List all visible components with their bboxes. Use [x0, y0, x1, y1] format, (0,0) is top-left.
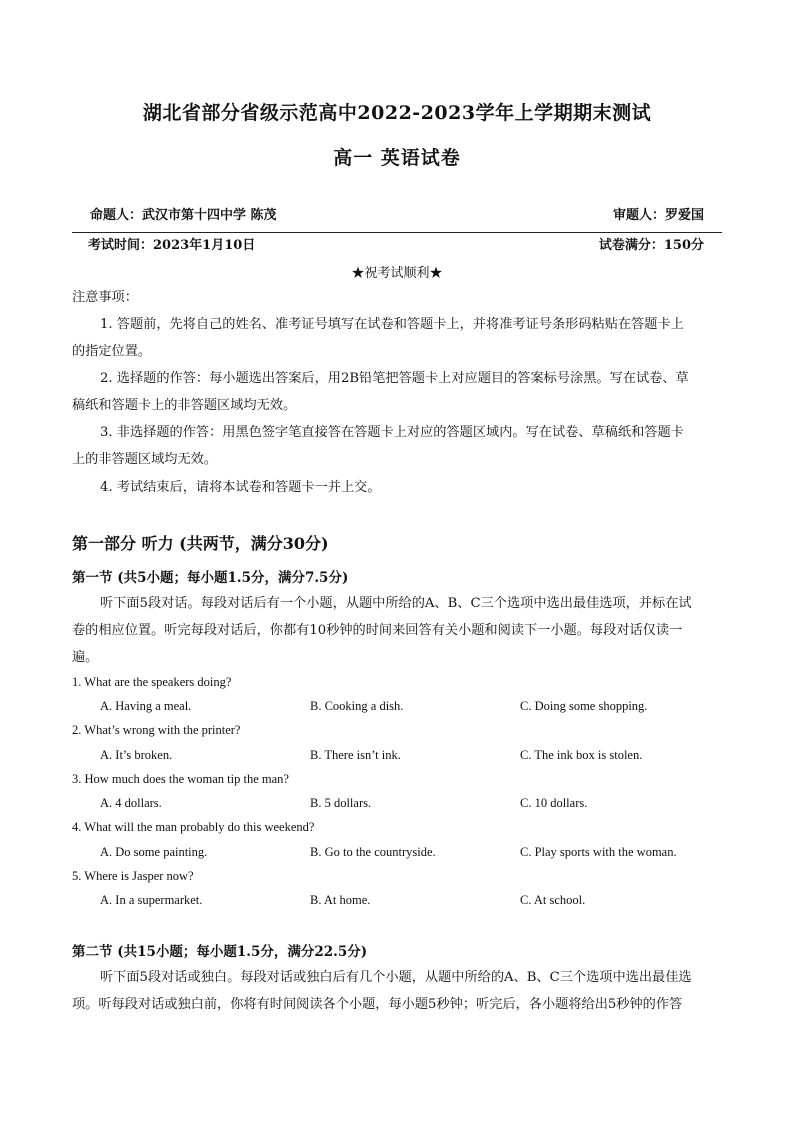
exam-subtitle: 高一 英语试卷	[333, 147, 461, 169]
instruction-line: 听下面5段对话。每段对话后有一个小题，从题中所给的A、B、C三个选项中选出最佳选项，并标在试	[100, 596, 692, 611]
option-5c: C. At school.	[520, 893, 586, 907]
option-5b: B. At home.	[310, 893, 371, 907]
option-3a: A. 4 dollars.	[100, 796, 162, 810]
section2-heading: 第二节 (共15小题；每小题1.5分，满分22.5分)	[72, 944, 368, 960]
exam-title: 湖北省部分省级示范高中2022-2023学年上学期期末测试	[142, 102, 652, 124]
note-item-2	[72, 365, 722, 419]
option-3b: B. 5 dollars.	[310, 796, 372, 810]
note-item-3	[72, 419, 722, 473]
part1-heading: 第一部分 听力 (共两节，满分30分)	[72, 534, 329, 553]
note-line: 上的非答题区域均无效。	[72, 452, 218, 467]
good-luck-banner: ★祝考试顺利★	[351, 266, 443, 281]
note-item-1	[72, 311, 722, 365]
note-line: 4. 考试结束后，请将本试卷和答题卡一并上交。	[100, 480, 381, 495]
section1-instructions	[72, 590, 722, 671]
option-2c: C. The ink box is stolen.	[520, 748, 643, 762]
option-1c: C. Doing some shopping.	[520, 699, 648, 713]
question-1: 1. What are the speakers doing?	[72, 675, 232, 689]
option-2b: B. There isn’t ink.	[310, 748, 401, 762]
question-3: 3. How much does the woman tip the man?	[72, 772, 289, 786]
section2-instructions	[72, 964, 722, 1018]
note-line: 稿纸和答题卡上的非答题区域均无效。	[72, 398, 297, 413]
instruction-line: 遍。	[72, 650, 99, 665]
note-line: 2. 选择题的作答：每小题选出答案后，用2B铅笔把答题卡上对应题目的答案标号涂黑。写在试卷、草	[100, 371, 689, 386]
reviewer-line: 审题人：罗爱国	[612, 208, 704, 223]
question-5: 5. Where is Jasper now?	[72, 869, 194, 883]
instruction-line: 听下面5段对话或独白。每段对话或独白后有几个小题，从题中所给的A、B、C三个选项中选出最佳选	[100, 970, 692, 985]
section1-heading: 第一节 (共5小题；每小题1.5分，满分7.5分)	[72, 570, 349, 586]
option-2a: A. It’s broken.	[100, 748, 173, 762]
note-item-4	[72, 474, 722, 501]
note-line: 1. 答题前，先将自己的姓名、准考证号填写在试卷和答题卡上，并将准考证号条形码粘贴在答题卡上	[100, 317, 684, 332]
option-1a: A. Having a meal.	[100, 699, 192, 713]
option-3c: C. 10 dollars.	[520, 796, 588, 810]
instruction-line: 项。听每段对话或独白前，你将有时间阅读各个小题，每小题5秒钟；听完后，各小题将给出5秒钟的作答	[72, 997, 683, 1012]
full-score: 试卷满分：150分	[598, 238, 704, 253]
option-4b: B. Go to the countryside.	[310, 845, 436, 859]
notes-heading: 注意事项：	[72, 290, 138, 305]
header-divider	[72, 232, 722, 233]
question-2: 2. What’s wrong with the printer?	[72, 723, 241, 737]
question-4: 4. What will the man probably do this weekend?	[72, 820, 315, 834]
note-line: 的指定位置。	[72, 344, 152, 359]
instruction-line: 卷的相应位置。听完每段对话后，你都有10秒钟的时间来回答有关小题和阅读下一小题。每段对话仅读一	[72, 623, 683, 638]
author-line: 命题人：武汉市第十四中学 陈茂	[90, 208, 277, 223]
option-5a: A. In a supermarket.	[100, 893, 203, 907]
option-4c: C. Play sports with the woman.	[520, 845, 677, 859]
option-1b: B. Cooking a dish.	[310, 699, 404, 713]
option-4a: A. Do some painting.	[100, 845, 208, 859]
exam-time: 考试时间：2023年1月10日	[88, 238, 256, 253]
note-line: 3. 非选择题的作答：用黑色签字笔直接答在答题卡上对应的答题区域内。写在试卷、草稿纸和答题卡	[100, 425, 684, 440]
